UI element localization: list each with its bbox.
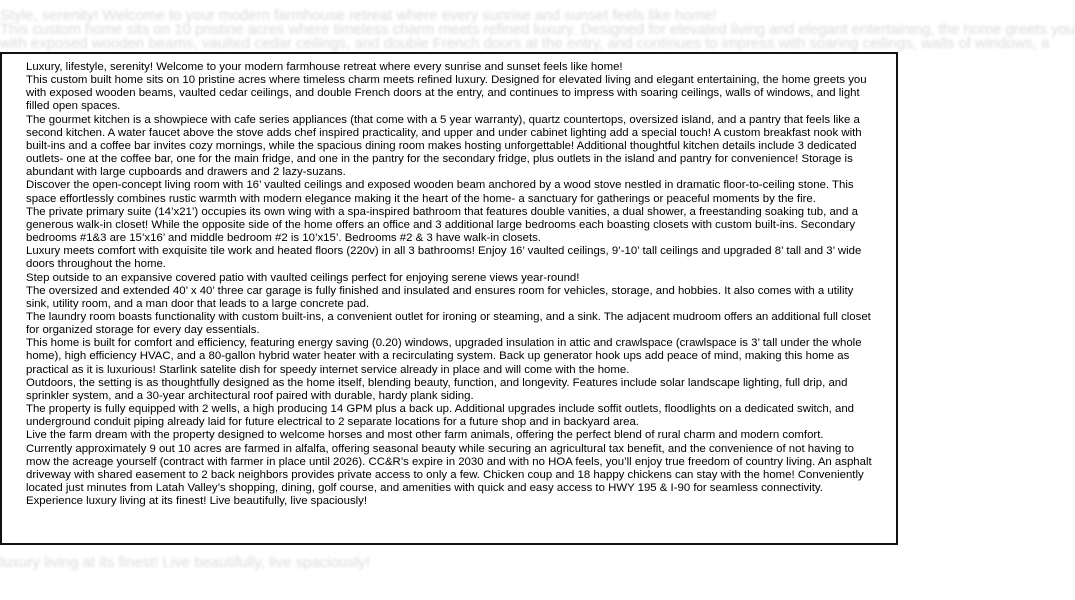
paragraph-wells: The property is fully equipped with 2 wells, a high producing 14 GPM plus a back up. Additional upgrades include soffit outlets, floodlights on a dedicated switch, and underground conduit piping already laid for future electrical to 2 separate locations for a future shop and in backyard area. <box>26 403 855 429</box>
paragraph-efficiency: This home is built for comfort and efficiency, featuring energy saving (0.20) windows, upgraded insulation in attic and crawlspace (crawlspace is 3’ tall under the whole home), high efficiency HVAC, and a 80-gallon hybrid water heater with a recirculating system. Back up generator hook ups add peace of mind, making this home as practical as it is luxurious! Starlink satelite dish for speedy internet service already in place and will come with the home. <box>26 337 862 376</box>
background-ghost-text-top <box>0 7 1075 52</box>
paragraph-living-room: Discover the open-concept living room with 16’ vaulted ceilings and exposed wooden beam anchored by a wood stove nestled in dramatic floor-to-ceiling stone. This space effortlessly combines rustic warmth with modern elegance making it the heart of the home- a sanctuary for gatherings or peaceful moments by the fire. <box>26 179 854 205</box>
paragraph-farm: Live the farm dream with the property designed to welcome horses and most other farm animals, offering the perfect blend of rural charm and modern comfort. Currently approximately 9 out 10 acres are farmed in alfalfa, offering seasonal beauty while securing an agricultural tax benefit, and the convenience of not having to mow the acreage yourself (contract with farmer in place until 2026). CC&R’s expire in 2030 and with no HOA feels, you’ll enjoy true freedom of country living. An asphalt driveway with shared easement to 2 back neighbors provides private access to only a few. Chicken coup and 18 happy chickens can stay with the home! Conveniently located just minutes from Latah Valley’s shopping, dining, golf course, and amenities with quick and easy access to HWY 195 & I-90 for seamless connectivity. <box>26 429 872 494</box>
paragraph-patio: Step outside to an expansive covered patio with vaulted ceilings perfect for enjoying serene views year-round! <box>26 271 580 284</box>
paragraph-bedrooms: The private primary suite (14’x21’) occupies its own wing with a spa-inspired bathroom that features double vanities, a dual shower, a freestanding soaking tub, and a generous walk-in closet! While the opposite side of the home offers an office and 3 additional large bedrooms each boasting closets with custom built-ins. Secondary bedrooms #1&3 are 15’x16’ and middle bedroom #2 is 10’x15’. Bedrooms #2 & 3 have walk-in closets. <box>26 205 858 245</box>
paragraph-outdoors: Outdoors, the setting is as thoughtfully designed as the home itself, blending beauty, function, and longevity. Features include solar landscape lighting, full drip, and sprinkler system, and a 30-year architectural roof paired with durable, hardy plank siding. <box>26 376 848 402</box>
paragraph-intro: Luxury, lifestyle, serenity! Welcome to your modern farmhouse retreat where every sunrise and sunset feels like home! <box>26 61 623 73</box>
description-panel[interactable] <box>0 52 898 545</box>
paragraph-closing: Experience luxury living at its finest! Live beautifully, live spaciously! <box>26 495 368 508</box>
ghost-line: This custom home sits on 10 pristine acres where timeless charm meets refined luxury. Designed for elevated living and elegant entertaining, the home greets you <box>0 21 1075 38</box>
ghost-line: with exposed wooden beams, vaulted cedar ceilings, and double French doors at the entry, and continues to impress with soaring ceilings, walls of windows, a <box>0 35 1050 52</box>
ghost-line: Style, serenity! Welcome to your modern farmhouse retreat where every sunrise and sunset feels like home! <box>0 7 717 24</box>
paragraph-overview: This custom built home sits on 10 pristine acres where timeless charm meets refined luxury. Designed for elevated living and elegant entertaining, the home greets you with exposed wooden beams, vaulted cedar ceilings, and double French doors at the entry, and continues to impress with soaring ceilings, walls of windows, and light filled open spaces. <box>26 74 867 113</box>
background-ghost-text-bottom <box>0 556 1000 570</box>
paragraph-garage: The oversized and extended 40’ x 40’ three car garage is fully finished and insulated and ensures room for vehicles, storage, and hobbies. It also comes with a utility sink, utility room, and a man door that leads to a large concrete pad. <box>26 284 854 310</box>
ghost-line: luxury living at its finest! Live beautifully, live spaciously! <box>0 554 370 571</box>
paragraph-kitchen: The gourmet kitchen is a showpiece with cafe series appliances (that come with a 5 year warranty), quartz countertops, oversized island, and a pantry that feels like a second kitchen. A water faucet above the stove adds chef inspired practicality, and upper and under cabinet lighting add a special touch! A custom breakfast nook with built-ins and a coffee bar invites cozy mornings, while the spacious dining room makes hosting unforgettable! Additional thoughtful kitchen details include 3 dedicated outlets- one at the coffee bar, one for the main fridge, and one in the pantry for the secondary fridge, plus outlets in the island and pantry for convenience! Storage is abundant with large cupboards and drawers and 2 lazy-suzans. <box>26 113 862 179</box>
description-text[interactable] <box>2 54 896 508</box>
paragraph-bathrooms: Luxury meets comfort with exquisite tile work and heated floors (220v) in all 3 bathrooms! Enjoy 16’ vaulted ceilings, 9’-10’ tall ceilings and upgraded 8’ tall and 3’ wide doors throughout the home. <box>26 245 862 271</box>
paragraph-laundry: The laundry room boasts functionality with custom built-ins, a convenient outlet for ironing or steaming, and a sink. The adjacent mudroom offers an additional full closet for organized storage for every day essentials. <box>26 310 871 337</box>
